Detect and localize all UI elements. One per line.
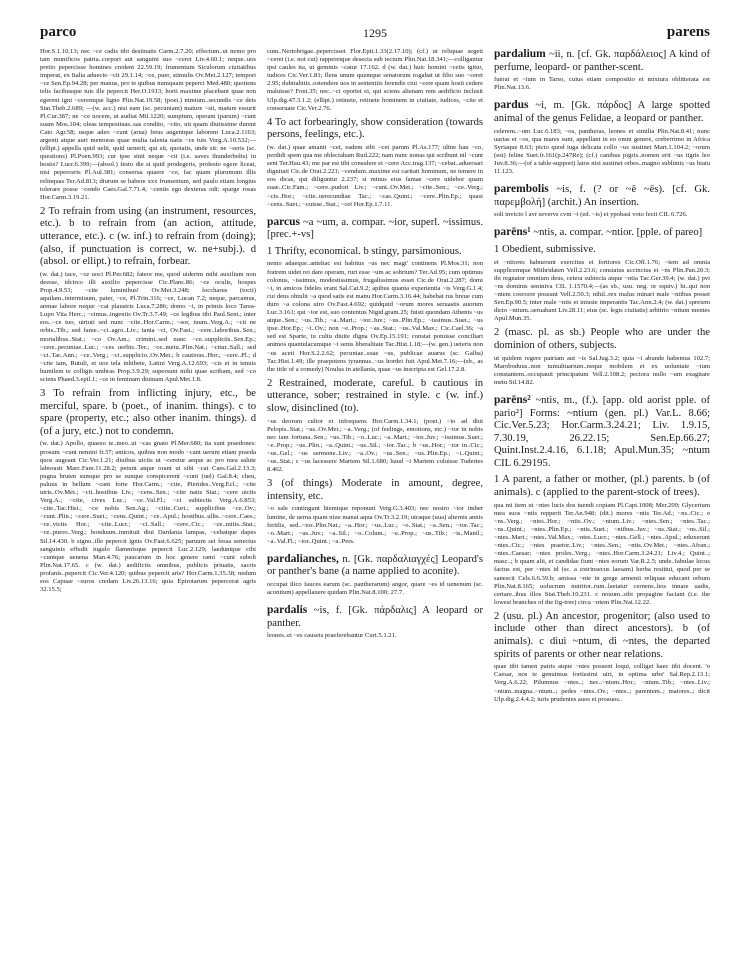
- left-running-headword: parco: [40, 24, 77, 40]
- entry-pardalianches: [267, 553, 483, 579]
- entry-forms: ~ntis, a. compar. ~ntior. [pple. of pareo]: [533, 227, 703, 239]
- right-running-headword: parens: [666, 24, 710, 40]
- citation-block: (w. dat.) Apollo, quaeso te..meo..ut ~cas gnato Pl.Mer.680; ita sunt praedones: prosum ~cunt nemini fr.37; amicos, quibus non modo ~cant uerum etiam praeda quos augeant Cic.Ver.1.21; diuibus uictis ut ~ceretur aeque ac pro mea salute laborasti Marc.Fam.11.28.2; petunt atque orant ut sibi ~cat Caes.Gal.2.13.3; pugna bruten sumque pro se sunque conspicerent ~cunt (uel) Gal.8.4; cheu, paluus in bellum ~cant forte Hor.Carm.; ~cite, Pierides..Verg.Ecl.; ~cite uiris..Ov.Met.; ~cit..hostibus Liv.; ~cens..Sen.; ~cite natis Stat.; ~cere uictis Verg.A.; ~cite, cives Luc.; ~ce..Val.Fl.; ~ci subiectis Verg.A.6.853; ~cite..Tac.Hist.; ~ce nobis Sen.Ag.; ~ciite..Curt.; supplicibus ~ce..Ov.; ~cunt..Plin.; ~cere..Suet.; ~cens..Quint.; ~ce..Apul.; hostibus..ullis..~cere..Caes.; ~ce..victis Hor.; ~cite..Lucr.; ~ci..Sall.; ~cere..Cic.; ~ce..mitis..Stat.; ~ce..puero..Verg.; bonduum..inmituit diui Dardania lampas, ~cebatque dapes Sil.14.430. b signo..ille pepercit ignis Ov.Fast.6.625; paruum sei fessa senectus sanguinis effudit iugulo flammisque pepercit Luc.2.129; laeduntque cibi ~cuntque uenena Man.4.76; paucarum in hoc genere rami ~cunt suboli Plin.Nat.17.65. c (w. dat.) aedificiis omnibus, publicis priuatis, sacris profanis..pepercit Cic.Ver.4.120; quibus pepercit aris? Hor.Carm.1.35.38; nedum eos Capuae ~suros credam Liv.26.13.16; quia Epirotarum pepercerat agris 32.15.5;: [40, 440, 256, 594]
- citation-block: cum..Nertobrigae..pepercisset Flor.Epit.1.33(2.17.10); (cf.) ut reliquae segeti ~ceret (i.e. not cut) rapperetque desecta sub tectum Plin.Nat.18.341;—colligantur ipsi caules ita, ut gemmis ~catur 17.162. d (w. dat.) huic homini ~cetis igitur, iudices Cic.Ver.1.81; flens unum quemque senatorum rogabat ut filio suo ~ceret 2.95; dubitabitis..ostendere uos in sententiis ferendis ciui ~cere quam hosti cedere maluisse? Font.35; nec..~ci oportet ei, qui sciens alienam rem aedificio inclusit Ulp.dig.47.3.1.2; (ellipt.) retinete, retinete hominem in ciuitate, iudices, ~cite et conseruate Cic.Ver.2.76.: [267, 48, 483, 112]
- sense-definition: 2 (usu. pl.) An ancestor, progenitor; (also used to include other than direct ancestors). b (of animals). c diui ~ntum, di ~ntes, the departed spirits of parents or other near relations.: [494, 610, 710, 660]
- citation-block: et ~ntiores habuerunt exercitus et fortiores Cic.Off.1.76; ~tem ad omnia supplicemque Mithridaten Vell.2.23.6; constatus accinctus et ~ns Plin.Pan.20.3; ibi regnator omnium deus, cetera subiecta atque ~ntia Tac.Ger.39.4; (w. dat.) pvi ~ns dominis seniniva CIL 1.1570.4;—(as sb., usu. neg. or equiv.) hi..qui non ~ntem coercere possunt Vell.2.50.3; nihil..rex malus minari male ~ntibus posset Sen.Ep.90.5; inter male ~ntis et iniuste imperantis Tac.Ann.2.4; (w. dat.) spreiem dicto ~ntium..seruabant Liv.28.11; eius (sc. legis ciuitatis) arbitrio ~ntium mentes Apul.Mun.35.: [494, 258, 710, 323]
- page-number: 1295: [363, 26, 387, 40]
- page-header: [40, 24, 710, 44]
- sense-definition: 1 Obedient, submissive.: [494, 244, 596, 255]
- citation-block: soli invicto l avr severvs cvm ~i (ed. ~is) et ypobasi voto fecit CIL 6.726.: [494, 211, 688, 219]
- citation-block: ~o sale contingunt hiemique reponunt Verg.G.3.403; nec nostro ~ior imber lumine, de uerna quam niue manat aqua Ov.Tr.3.2.19; utraque (uua) alternis annis fertilis, sed..~ior..Plin.Nat.; ~a..Hor.; ~us..Luc.; ~o..Stat.; ~a..Sen.; ~ior..Tac.; ~o..Mart.; ~us..Juv.; ~a..Sil.; ~o..Colum.; ~e..Prop.; ~us..Tib.; ~is..Manil.; ~a..Val.Fl.; ~ior..Quint.; ~a..Pers.: [267, 505, 483, 545]
- entry-pardus: [494, 99, 710, 125]
- entry-lemma: pardalium: [494, 48, 546, 60]
- entry-parens-2: [494, 394, 710, 471]
- sense-definition: 1 Thrifty, economical. b stingy, parsimonious.: [267, 245, 462, 257]
- sense-definition: 3 (of things) Moderate in amount, degree, intensity, etc.: [267, 478, 483, 502]
- citation-block: nemo adaeque..antehac est habitus ~us nec magi' continens Pl.Mos.31; non fratrem uidet rei dare operam, ruri esse ~um ac sobrium? Ter.Ad.95; cum optimus colonus, ~issimus, modestissimus, frugalissimus esset Cic.de Orat.2.287; domi ~i, in amicos fideles erant Sal.Cat.9.2; apibus quanta experientia ~is Verg.G.1.4; cui deus obtulit ~a quod satis est manu Hor.Carm.3.16.44; habebat rus breue cum duro ~a colona uiro Ov.Fast.4.692; quidquid ~orum mores seruastis auorum Luc.3.161; qui ~ior est, suo contentus Nigid.gram.25; fuisti quondam Athenis ~us atque..Sen.; ~us..Tib.; ~a..Mart.; ~ior..Juv.; ~us..Plin.Ep.; ~issimus..Suet.; ~us ipse..Hor.Ep.; ~i..Ov.; non ~e..Prop.; ~as..Stat.; ~us..Val.Max.; Cic.Cael.36; ~a sed est Sparte, tu cultu diuite digna Ov.Ep.15.191; constat potuisse conciliari animos quantulacumque ~i senis liberalitate Tac.Hist.1.18;—(w. gen.) ueteris non ~us aceti Hor.S.2.2.62; pecuniae..suae ~us, publicae auarus (sc. Galba) Tac.Hist.1.49; ille praepotens tyrannus..~us hordei fuit Apul.Met.7.16;—(sb., as the title of a comedy) Noulus in atellania, quae ~us inscripta est Gel.17.2.8.: [267, 260, 483, 373]
- sense-definition: 2 Restrained, moderate, careful. b cautious in utterance, sober; restrained in style. c (w. inf.) slow, disinclined (to).: [267, 377, 483, 414]
- entry-parcus: [267, 216, 483, 242]
- column-2: [267, 48, 483, 707]
- entry-lemma: parcus: [267, 215, 301, 228]
- citation-block: celerem..~um Luc.6.183; ~os, pantheras, leones et similia Plin.Nat.8.41; nunc uarias et ~os, qua mares sunt, appellant in eo omni genere, creberrimo in Africa Syriaque 8.63; picto quod iuga delicata collo ~us sustinet Mart.1.104.2; ~orum (est) feline Suet.fr.161(p.247Re); (cf.) canibus pigris..nomen erit ~us tigris leo Juv.8.36;—(of a table-support) latos nisi sustinet orbes..magno sublimis ~us hiatu 11.123.: [494, 127, 710, 176]
- entry-parembolis: [494, 183, 710, 209]
- entry-forms: n. [Gk. παρδαλιαγχές] Leopard's or panther's bane (a name applied to aconite).: [267, 553, 484, 578]
- entry-pardalis: [267, 604, 483, 630]
- entry-pardalium: [494, 48, 710, 74]
- entry-lemma: parembolis: [494, 183, 549, 196]
- sense-definition: 4 To act forbearingly, show consideration (towards persons, feelings, etc.).: [267, 116, 483, 141]
- citation-block: occupat ilico fauces earum (sc. pantherarum) angor, quare ~es id uenenum (sc. aconitum) appellauere quidam Plin.Nat.8.100; 27.7.: [267, 581, 483, 597]
- citation-block: ut quidem regere patriam aut ~is Sal.Jug.3.2; quia ~i abunde habemus 102.7; Maroboduus..non tumultuarium..neque mobilem et ex uoluntate ~ium constantem..occupauit principatum Vell.2.108.2; pectora nullo ~um exagitare metu Sil.14.82.: [494, 354, 710, 386]
- entry-forms: ~ntis, m., (f.). [app. old aorist pple. of pario²] Forms: ~ntium (gen. pl.) Var.L. 8.66; Cic.Ver.5.23; Hor.Carm.3.24.21; Liv. 1.9.15, 7.30.19, 26.22.15; Sen.Ep.66.27; Quint.Inst.2.4.16, 6.1.18; Apul.Mun.35; ~ntum CIL 6.29195.: [494, 394, 710, 469]
- sense-definition: 2 (masc. pl. as sb.) People who are under the dominion of others, subjects.: [494, 327, 710, 351]
- citation-block: leones..et ~es causeis praeferebantur Curt.5.1.21.: [267, 632, 397, 640]
- entry-lemma: pardus: [494, 99, 529, 112]
- citation-block: ~us deorum cultor et infrequens Hor.Carm.1.34.1; (poet.) ~io ad diui Pelopis..Stat.; ~us..Ov.Met.; ~a..Verg.; (of feelings, emotions, etc.) ~ior in nobis nec tam fortuna..Sen.; ~us..Tib.; ~o..Luc.; ~a..Mart.; ~ior..Juv.; ~issimus..Suet.; ~e..Prop.; ~us..Plin.; ~a..Quint.; ~us..Sil.; ~ior..Tac.; b ~us..Hor.; ~ior in..Cic.; ~us..Gel.; ~us sermone..Liv.; ~a..Ov.; ~us..Sen.; ~us..Plin.Ep.; ~i..Quint.; ~us..Stat.; c ~us lacessere Martem Sil.1.680; haud ~i Martem coluisse Tudertes 8.462.: [267, 417, 483, 474]
- citation-block: qua mi item ut ~ntes lucis dos tuendi copiam Pl.Capt.1008; Mer.209; Glycerium mea suos ~ntis repperit Ter.An.948; (dit.) mores ~ntis Ter.Ad.; ~ns..Cic.; o ~ns..Verg.; ~ntes..Hor.; ~ntis..Ov.; ~ntum..Liv.; ~ntes..Sen.; ~ntes..Tac.; ~ns..Quint.; ~ntes..Plin.Ep.; ~ntis..Suet.; ~ntibus..Juv.; ~ns..Stat.; ~ns..Sil.; ~ntes..Mart.; ~ntes..Val.Max.; ~ntes..Lucr.; ~ntes..Gell.; ~ntes..Apul.; eduxerunt ~ntes..Cic.; ~ntes praetor..Liv.; ~ntes..Sen.; ~ntis..Ov.Met.; ~ntes..Afran.; ~ntes..Caesar; ~ntes proles..Verg.; ~ntes..Hor.Carm.3.24.21; Liv.4.; Quint..; masc..; b quam alii, et candidae fiunt ~ntes eorum Var.R.2.5; unde..fabulae locus factus est, per ~ntes id (sc. a extrinsecus laesam) herba restitui, quod per se sanescit Cels.6.6.39.b; amissa ~nte in grege armenti reliquae educant orbum Plin.Nat.8.165; uolucrum nutritor..rum..laetatur cernens..hos innare uadis, certare..ibus illos Stat.Theb.10.231. c nouum..sibi propagine faciant (i.e. the lowest branches of the fig-tree) circa ~ntem Plin.Nat.12.22.: [494, 501, 710, 606]
- column-3: [494, 48, 710, 707]
- column-1: [40, 48, 256, 707]
- sense-definition: 1 A parent, a father or mother, (pl.) parents. b (of animals). c (applied to the parent-stock of trees).: [494, 474, 710, 499]
- sense-definition: 2 To refrain from using (an instrument, resources, etc.). b to refrain from (an action, attitude, utterance, etc.). c (w. inf.) to refrain from (doing); (also, if punctuation is correct, w. ne+subj.). d (absol. or ellipt.) to refrain, forbear.: [40, 205, 256, 268]
- entry-forms: ~ii, n. [cf. Gk. παρδάλειος] A kind of perfume, leopard- or panther-scent.: [494, 49, 710, 73]
- entry-lemma: parēns²: [494, 393, 531, 406]
- entry-forms: ~is, f. [Gk. πάρδαλις] A leopard or panther.: [267, 605, 483, 629]
- dictionary-columns: [40, 48, 710, 707]
- entry-lemma: parēns¹: [494, 226, 531, 239]
- citation-block: fuerat et ~ium in Tarso, cuius etiam compositio et mixtura oblitterata est Plin.Nat.13.6.: [494, 76, 710, 92]
- citation-block: quae tibi tamen patris atque ~ntes possent loqui, colliget haec tibi docent. 'o Caesar, nos te genuimus fortissimi uiri, in optima urbe' Sal.Rep.2.13.1; Verg.A.6.22; Pilumnus ~ntes..; nec..~ntum..Hor.; ~ntum..Tib.; ~ntes..Liv.; ~ntum..magna..~ntum..; pedes ~ntes..Ov.; ~ntes..; parentem..; maiores..; dicit Ulp.dig.2.4.4.2; iuris prudentes auos et proauos..: [494, 663, 710, 703]
- citation-block: (w. dat.) tace, ~ce uoci Pl.Per.682; fateor me, quod uiderim mihi auxilium non deesse, idcirco illi auxilio pepercisse Cic.Planc.86; ~ce oculis, hospes Prop.4.9.53; ~cite luminibus! Ov.Met.3.248; loccharus (tocti) aquilam..intermiuum, pater, ~ce, Pl.Trin.316; ~ce, Lucan 7.2; neque, parcamus, arenae labore neque ~cat plaustris Luca.7.286; domo ~i, in primis loco Tarea-Lupo Vita Herc.; ~cimus..ingeniis Ov.Tr.3.7.49; ~ce legibus tibi Paul.Sent.; inter eos..~ce tuo, uirtuti sed nunc ~cite..Hor.Carm.; ~sor, tuum..Verg.A.; ~cit ne orbis..Tib.; sed fame..~ci..agro..Liv.; tanta ~ci, Ov.Fast.; ~cere..laboribus..Sen.; mortalibus..Stat.; ~co Ov.Am.; crimini..sed nunc ~ce..suppliciis..Sen.Ep.; ~cere..pecuniae..Luc.; ~ces uerbis..Ter.; ~ce..metu..Plin.Nat.; ~citur..Sall.; sed ~ci..Tac.Ann.; ~ce..Verg.; ~ci..supplicio..Ov.Met.; b cautious..Hor.; ~cere..Pl.; d ~cite iam, Rutuli, et uos tela inhibete, Latini Verg.A.12.693; ~cis et in tenuis humilem te colligis umbras Prop.3.9.29; supersunt mihi quae scribam, sed ~co sciens Phaed.3.epil.1; ~ce in feminam diuinam Apul.Met.1.8.: [40, 270, 256, 383]
- entry-forms: ~a ~um, a. compar. ~ior, superl. ~issimus. [prec.+-vs]: [267, 216, 483, 241]
- citation-block: (w. dat.) quae amanti ~cet, eadem sibi ~cet parum Pl.As.177; ultne hau ~co, perdidi spem qua me oblectabam Rud.222; nam nunc nonas qui scribunt nil ~cunt seni Ter.Hau.43; me par est tibi consulere et ~cere Acc.trag.137; ~cebat..aduersari dignitati Cic.de Orat.2.221; ~cendum..maxime est caritati hominum, ne temere in eos dicas, qui diliguntur 2.237; si minus eius famae ~cere uidebor quam suae..Cic.Fam.; ~cere..pudori Liv.; ~cunt..Ov.Met.; ~cite..Sen.; ~ce..Verg.; ~cis..Hor.; ~cite..uerecundiae Tac.; ~cas..Quint.; ~cere..Plin.Ep.; quasi ~cens..Suet.; ~cuisse..Stat.; ~cet Hor.Ep.1.7.11.: [267, 143, 483, 208]
- citation-block: Hor.S.1.10.13; nec ~ce cadis tibi destinatis Carm.2.7.20; effectum..ut nemo pro tam munificos patria..corpori aut sanguini suo ~ceret Liv.4.60.1; neque..uos pretio pepercisse homines credent 22.59.19; frumentum Siculorum ciuitatibus imperat, ex Italia aduecto ~cit 29.1.14; ~ce, puer, stimulis Ov.Met.2.127; tempori ~ce Sen.Ep.94.28; per manus, pro te quibus numquam peperci Med.480; quotiens telis facibusque tuis ille pepercit Her.O.1913; horti maxime placebant quae non egerent igni ~cerentque ligno Plin.Nat.19.58; (poet.) nimium..secundis ~ce deis Stat.Theb.2.689; —(w. acc.) nisi eam (sc. pecuniam) mature ~sit, mature essurit Pl.Cur.387; ne ~ce uocem, ut audiat Mil.1220; sumptum, operam (parum) ~cunt suam Mos.104; oleas tempestiuas..sas condito, ~cito, uti quam diutissime durent Cato Agr.58; usque adeo ~cunt (arua) fetus augentque laborem Luca.2.1163; argenti atque auri memoras quae multa talenta natis ~ce tuis Verg.A.10.532;—(ellipt.) appella quid uelit, quid uenerit, qui sit, quoiatis, unde sit: ne ~seris (sc. questions) Pl.Poen.993; cur ipse sinit neque ~cit (i.e. saves thunderbolts) in hostis? Lucr.6.399;—(absol.) festo die si quid prodegeris, profesto egere liceat, nisi peperceris Pl.Aul.381; conserua quaere ~ce, fac quam plurumum illis relinquas Ter.Ad.813; diurum se habere xxx frumentum, sed paulo etiam longius tolerare posse ~cendo Caes.Gal.7.71.4; ~centis ego dexteras odi: sparge rosas Hor.Carm.3.19.21.: [40, 48, 256, 201]
- entry-forms: ~is, f. (? or ~ē ~ēs). [cf. Gk. παρεμβολή] (archit.) An insertion.: [494, 184, 710, 208]
- entry-lemma: pardalis: [267, 604, 308, 617]
- sense-definition: 3 To refrain from inflicting injury, etc., be merciful, spare. b (poet., of inanim. things). c to spare (property, etc.; also other inanim. things). d (of a jury, etc.) not to condemn.: [40, 388, 256, 437]
- entry-parens-1: [494, 226, 710, 240]
- entry-lemma: pardalianches,: [267, 552, 339, 565]
- entry-forms: ~i, m. [Gk. πάρδος] A large spotted animal of the genus Felidae, a leopard or panther.: [494, 100, 710, 124]
